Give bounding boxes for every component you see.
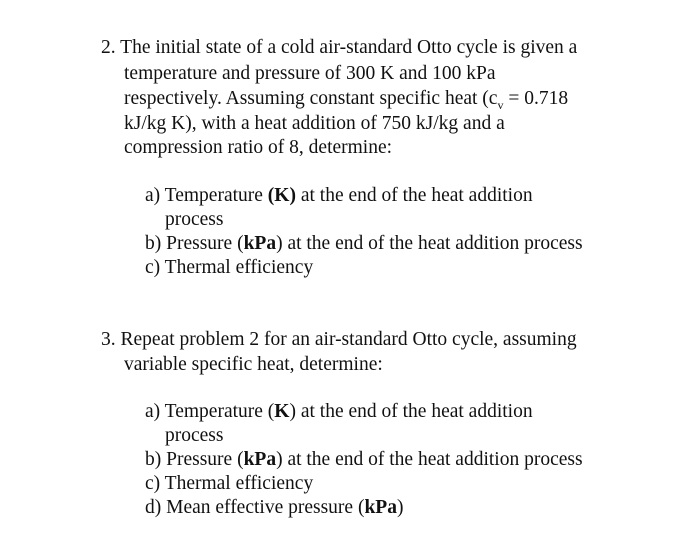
problem-3-item-b xyxy=(145,450,583,470)
problem-3-text-1: Repeat problem 2 for an air-standard Otto cycle, assuming xyxy=(120,329,577,350)
problem-2-text-1: The initial state of a cold air-standard Otto cycle is given a xyxy=(120,37,578,58)
problem-3-item-d-bold: kPa xyxy=(364,497,397,518)
problem-2-item-b-pre: b) Pressure ( xyxy=(145,233,244,254)
problem-2-item-b xyxy=(145,234,583,254)
problem-2-line-2: temperature and pressure of 300 K and 100 kPa xyxy=(124,63,496,84)
problem-2-number: 2. xyxy=(101,37,116,58)
problem-2-item-c: c) Thermal efficiency xyxy=(145,257,314,278)
cv-subscript: v xyxy=(497,98,504,112)
problem-2-item-b-bold: kPa xyxy=(243,233,277,254)
problem-3-item-b-bold: kPa xyxy=(243,449,277,470)
problem-2-line-3 xyxy=(124,88,569,112)
problem-3-item-b-post: ) at the end of the heat addition process xyxy=(276,449,583,470)
problem-3-line-2: variable specific heat, determine: xyxy=(124,354,383,375)
problem-2-text-3: respectively. Assuming constant specific heat (c xyxy=(124,88,498,109)
problem-2-item-a-continuation: process xyxy=(165,209,224,230)
problem-3-item-d-post: ) xyxy=(396,497,404,518)
problem-2-item-a-post: at the end of the heat addition xyxy=(295,185,533,206)
problem-2-line-1 xyxy=(101,38,577,58)
problem-2-line-5: compression ratio of 8, determine: xyxy=(124,137,393,158)
problem-3-line-1 xyxy=(101,330,577,350)
problem-3-item-b-pre: b) Pressure ( xyxy=(145,449,244,470)
problem-3-item-a-pre: a) Temperature ( xyxy=(145,401,275,422)
problem-2-item-a-bold: (K) xyxy=(267,185,296,206)
problem-2-item-b-post: ) at the end of the heat addition process xyxy=(276,233,583,254)
problem-2-line-4: kJ/kg K), with a heat addition of 750 kJ/kg and a xyxy=(124,113,505,134)
problem-3-item-a-bold: K xyxy=(274,401,290,422)
problem-2-item-a xyxy=(145,186,533,206)
problem-3-item-a-continuation: process xyxy=(165,425,224,446)
problem-3-item-c: c) Thermal efficiency xyxy=(145,473,314,494)
problem-3-number: 3. xyxy=(101,329,116,350)
problem-3-item-a-post: ) at the end of the heat addition xyxy=(289,401,533,422)
problem-2-text-3-end: = 0.718 xyxy=(503,88,569,109)
problem-2-item-a-pre: a) Temperature xyxy=(145,185,268,206)
problem-3-item-a xyxy=(145,402,533,422)
problem-3-item-d xyxy=(145,498,403,518)
problem-3-item-d-pre: d) Mean effective pressure ( xyxy=(145,497,365,518)
